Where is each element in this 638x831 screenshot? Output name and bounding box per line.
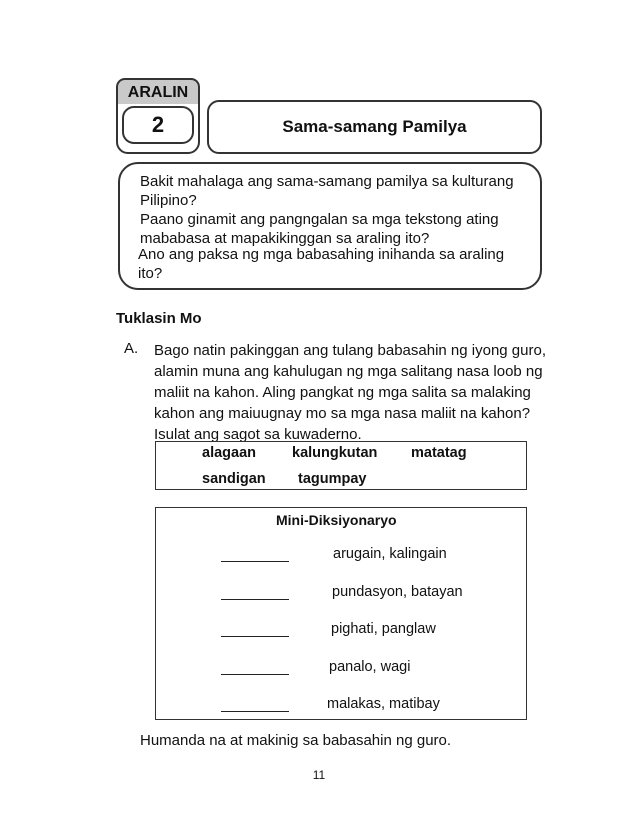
- question-line: mababasa at mapakikinggan sa araling ito?: [140, 230, 430, 247]
- page-number: 11: [312, 768, 326, 782]
- question-line: Bakit mahalaga ang sama-samang pamilya sa kulturang: [140, 173, 514, 190]
- word-item: kalungkutan: [292, 445, 378, 461]
- section-title: Tuklasin Mo: [116, 310, 202, 327]
- word-item: matatag: [411, 445, 467, 461]
- instruction-line: kahon ang maiuugnay mo sa mga nasa maliit na kahon?: [154, 405, 531, 422]
- definition: pighati, panglaw: [331, 621, 436, 637]
- closing-instruction: Humanda na at makinig sa babasahin ng guro.: [140, 732, 452, 749]
- mini-dictionary-box: [155, 507, 527, 720]
- lesson-title-box: [207, 100, 542, 154]
- word-item: alagaan: [202, 445, 256, 461]
- answer-blank: [221, 636, 289, 637]
- word-item: tagumpay: [298, 471, 367, 487]
- instruction-line: Bago natin pakinggan ang tulang babasahin ng iyong guro,: [154, 342, 546, 359]
- question-line: ito?: [138, 265, 163, 282]
- definition: malakas, matibay: [327, 696, 440, 712]
- question-line: Ano ang paksa ng mga babasahing inihanda sa araling: [138, 246, 505, 263]
- instruction-line: Isulat ang sagot sa kuwaderno.: [154, 426, 362, 443]
- mini-dictionary-title: Mini-Diksiyonaryo: [276, 512, 397, 528]
- definition: panalo, wagi: [329, 659, 411, 675]
- answer-blank: [221, 674, 289, 675]
- definition: pundasyon, batayan: [332, 584, 463, 600]
- item-instructions: [154, 340, 554, 445]
- item-letter: A.: [124, 340, 139, 357]
- lesson-title: Sama-samang Pamilya: [282, 117, 467, 136]
- question-line: Pilipino?: [140, 192, 197, 209]
- instruction-line: maliit na kahon. Aling pangkat ng mga salita sa malaking: [154, 384, 531, 401]
- instruction-line: alamin muna ang kahulugan ng mga salitang nasa loob ng: [154, 363, 543, 380]
- question-line: Paano ginamit ang pangngalan sa mga tekstong ating: [140, 211, 499, 228]
- word-item: sandigan: [202, 471, 266, 487]
- lesson-number: 2: [122, 106, 194, 144]
- answer-blank: [221, 599, 289, 600]
- definition: arugain, kalingain: [333, 546, 447, 562]
- lesson-tab-label: ARALIN: [116, 78, 200, 104]
- answer-blank: [221, 711, 289, 712]
- answer-blank: [221, 561, 289, 562]
